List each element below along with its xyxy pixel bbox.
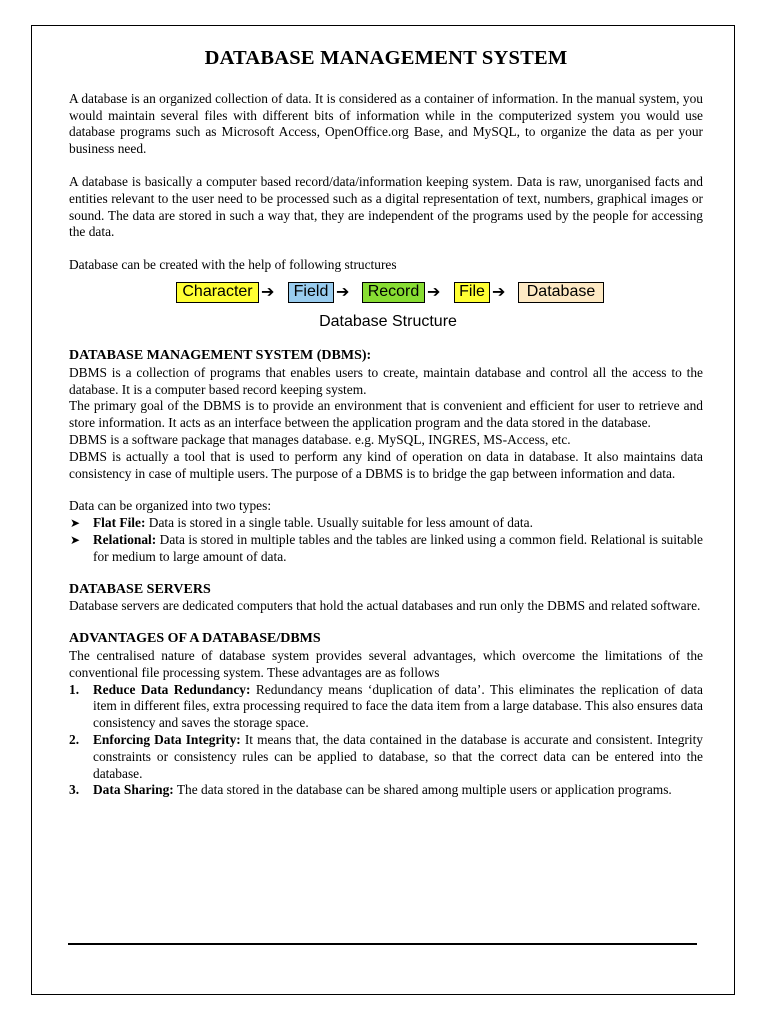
type-text: Data is stored in a single table. Usually suitable for less amount of data. (145, 515, 533, 531)
advantage-text: The data stored in the database can be shared among multiple users or application programs. (173, 782, 672, 798)
page-border (31, 25, 735, 995)
list-item (69, 532, 703, 566)
footer-rule (68, 943, 697, 945)
dbms-paragraph-3: DBMS is a software package that manages database. e.g. MySQL, INGRES, MS-Access, etc. (69, 431, 571, 447)
dbms-heading: DATABASE MANAGEMENT SYSTEM (DBMS): (69, 347, 372, 363)
diagram-box-record: Record (362, 282, 425, 303)
document-content (69, 47, 704, 799)
diagram-box-field: Field (288, 282, 334, 303)
servers-paragraph: Database servers are dedicated computers that hold the actual databases and run only the DBMS and related software. (69, 598, 701, 614)
item-number: 3. (69, 782, 80, 798)
advantage-term: Data Sharing: (93, 782, 174, 798)
list-item (69, 732, 703, 782)
diagram-caption: Database Structure (319, 312, 457, 330)
item-number: 2. (69, 731, 80, 747)
arrow-icon: ➔ (336, 281, 350, 301)
item-number: 1. (69, 681, 80, 697)
data-types-list (69, 515, 703, 565)
dbms-paragraph-4: DBMS is actually a tool that is used to perform any kind of operation on data in database. It also maintains data consistency in case of multiple users. The purpose of a DBMS is to bridge the gap between information and data. (69, 448, 703, 481)
advantages-intro: The centralised nature of database system provides several advantages, which overcome the limitations of the conventional file processing system. These advantages are as follows (69, 647, 703, 680)
page-title: DATABASE MANAGEMENT SYSTEM (204, 47, 568, 69)
list-item (69, 515, 703, 532)
advantages-list (69, 682, 703, 800)
list-item (69, 682, 703, 732)
type-term: Flat File: (93, 515, 146, 531)
arrow-bullet-icon: ➤ (70, 516, 81, 531)
diagram-box-database: Database (518, 282, 604, 303)
database-structure-diagram (69, 278, 703, 338)
dbms-paragraph-2: The primary goal of the DBMS is to provide an environment that is convenient and efficient for user to retrieve and store information. It acts as an interface between the application program and the data stored in the database. (69, 398, 703, 431)
diagram-box-file: File (454, 282, 490, 303)
type-term: Relational: (93, 531, 157, 547)
list-item (69, 782, 703, 799)
advantage-term: Enforcing Data Integrity: (93, 731, 241, 747)
advantages-heading: ADVANTAGES OF A DATABASE/DBMS (69, 631, 321, 647)
advantage-text: It means that, the data contained in the database is accurate and consistent. Integrity constraints or consistency rules can be applied to database, so that the correct data can be entered into the database. (93, 731, 704, 781)
arrow-icon: ➔ (427, 281, 441, 301)
advantage-term: Reduce Data Redundancy: (93, 681, 251, 697)
arrow-icon: ➔ (261, 281, 275, 301)
types-intro: Data can be organized into two types: (69, 498, 272, 514)
type-text: Data is stored in multiple tables and the tables are linked using a common field. Relational is suitable for medium to large amount of data. (93, 531, 703, 564)
intro-paragraph-1: A database is an organized collection of data. It is considered as a container of information. In the manual system, you would maintain several files with different bits of information while in the computerized system you would use database programs such as Microsoft Access, OpenOffice.org Base, and MySQL, to organize the data as per your business need. (69, 90, 703, 157)
servers-heading: DATABASE SERVERS (69, 581, 211, 597)
diagram-box-character: Character (176, 282, 259, 303)
intro-paragraph-2: A database is basically a computer based record/data/information keeping system. Data is raw, unorganised facts and entities relevant to the user need to be processed such as a digital representation of text, numbers, graphical images or sound. The data are stored in such a way that, they are independent of the programs used by the people for accessing the data. (69, 173, 703, 240)
dbms-paragraph-1: DBMS is a collection of programs that enables users to create, maintain database and control all the access to the database. It is a computer based record keeping system. (69, 364, 703, 397)
arrow-bullet-icon: ➤ (70, 532, 81, 547)
arrow-icon: ➔ (492, 281, 506, 301)
intro-paragraph-3: Database can be created with the help of following structures (69, 257, 397, 273)
advantage-text: Redundancy means ‘duplication of data’. This eliminates the replication of data item in different files, extra processing required to face the data item from a large database. This also ensures data consistency and saves the storage space. (93, 681, 703, 731)
